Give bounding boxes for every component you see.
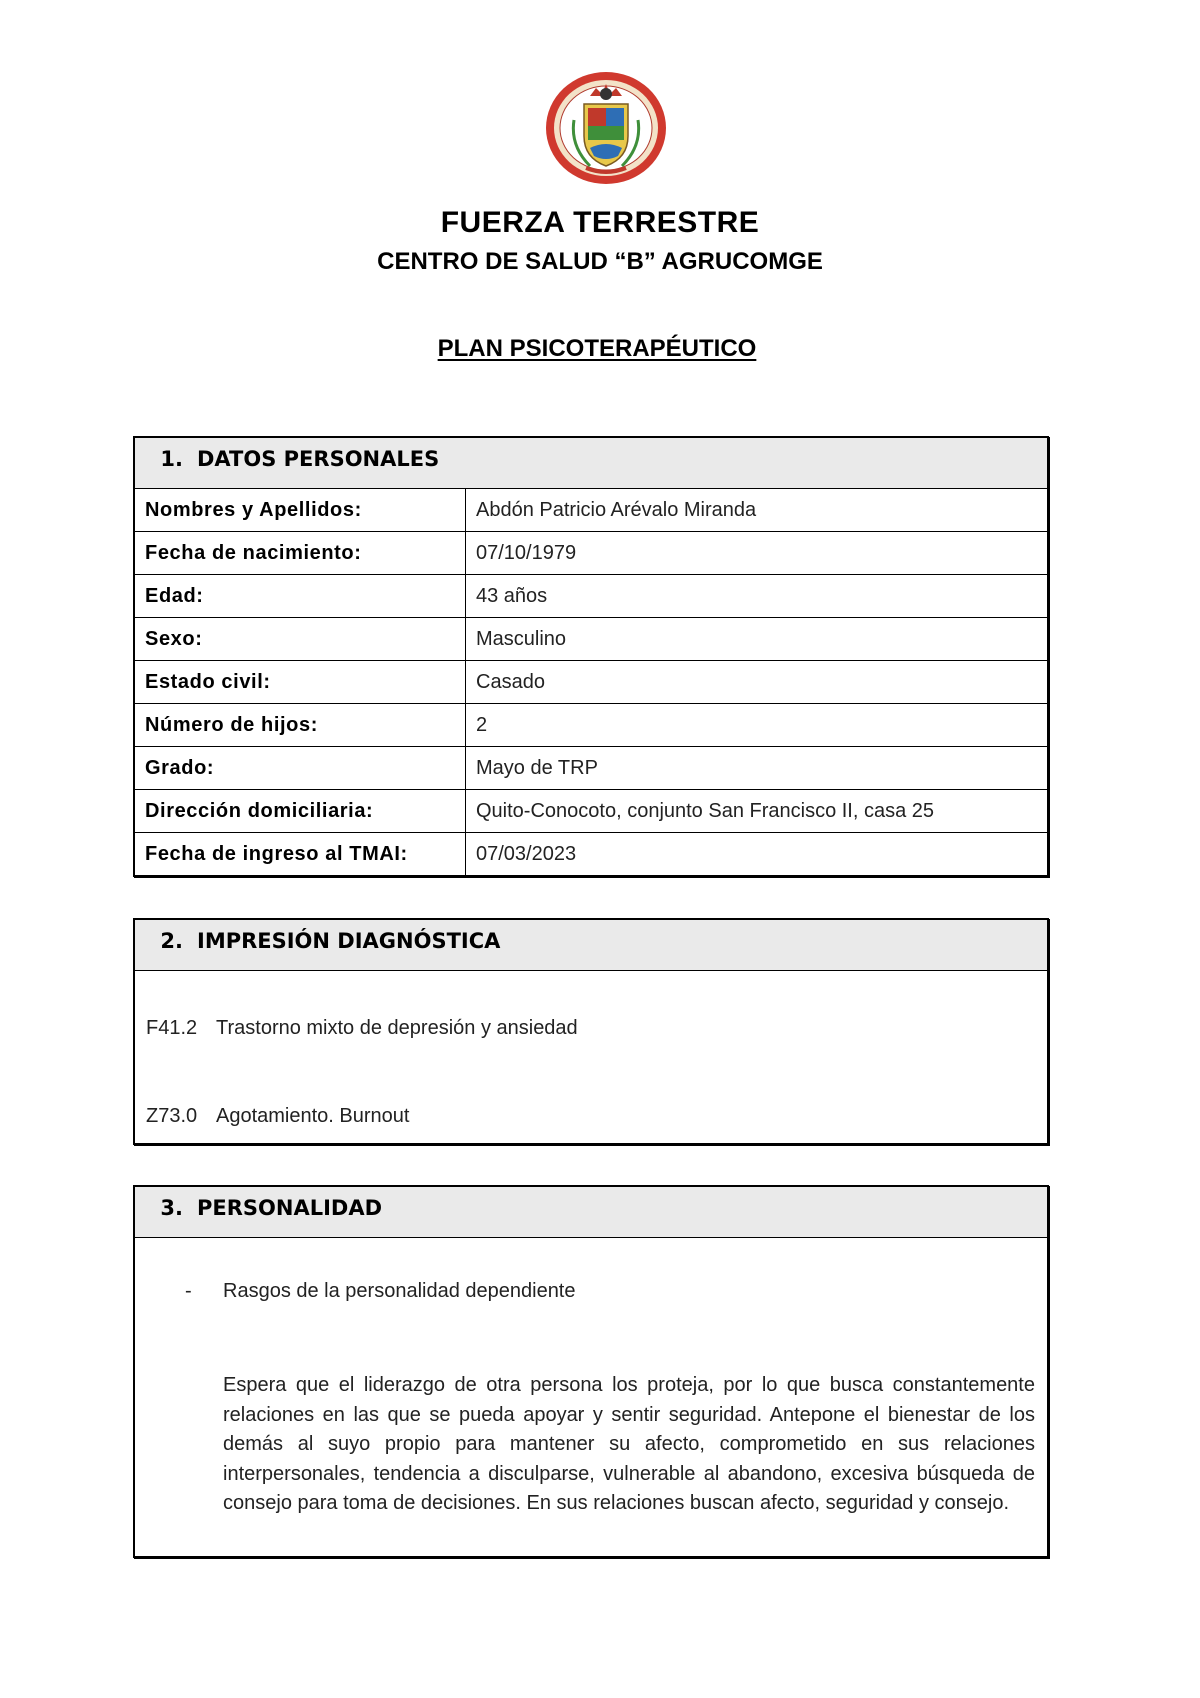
trait-item (185, 1280, 576, 1303)
trait-description: Espera que el liderazgo de otra persona los proteja, por lo que busca constantemente relaciones en las que se pueda apoyar y sentir seguridad. Antepone el bienestar de los demás al suyo propio para mantener su afecto, comprometido en sus relaciones interpersonales, tendencia a disculparse, vulnerable al abandono, excesiva búsqueda de consejo para toma de decisiones. En sus relaciones buscan afecto, seguridad y consejo. (223, 1374, 1035, 1514)
table-row (134, 489, 1048, 532)
field-label: Dirección domiciliaria: (134, 790, 466, 833)
field-value: Casado (466, 661, 1049, 704)
section-number: 1. (160, 447, 183, 471)
coat-of-arms-seal-icon (544, 70, 668, 186)
field-value: Abdón Patricio Arévalo Miranda (466, 489, 1049, 532)
field-label: Estado civil: (134, 661, 466, 704)
table-row (134, 575, 1048, 618)
field-value: Masculino (466, 618, 1049, 661)
section-header (134, 437, 1048, 489)
section-title: PERSONALIDAD (197, 1196, 383, 1220)
personal-data-table (133, 436, 1049, 877)
table-row (134, 532, 1048, 575)
personality-table (133, 1185, 1049, 1558)
field-label: Fecha de nacimiento: (134, 532, 466, 575)
section-header (134, 1186, 1048, 1238)
personality-body (134, 1238, 1048, 1558)
diagnosis-code: Z73.0 (146, 1105, 198, 1127)
table-row (134, 790, 1048, 833)
table-row (134, 747, 1048, 790)
organization-title: FUERZA TERRESTRE (440, 206, 760, 239)
trait-label: Rasgos de la personalidad dependiente (223, 1280, 576, 1302)
field-value: Quito-Conocoto, conjunto San Francisco II, casa 25 (466, 790, 1049, 833)
table-row (134, 618, 1048, 661)
table-row (134, 661, 1048, 704)
document-title (0, 335, 1200, 363)
field-label: Número de hijos: (134, 704, 466, 747)
field-value: 07/10/1979 (466, 532, 1049, 575)
field-label: Nombres y Apellidos: (134, 489, 466, 532)
unit-subtitle: CENTRO DE SALUD “B” AGRUCOMGE (377, 248, 823, 275)
field-value: 2 (466, 704, 1049, 747)
section-header (134, 919, 1048, 971)
table-row (134, 833, 1048, 877)
diagnosis-item (146, 1017, 578, 1040)
table-row (134, 704, 1048, 747)
field-value: 07/03/2023 (466, 833, 1049, 877)
section-title: IMPRESIÓN DIAGNÓSTICA (197, 929, 501, 953)
field-label: Sexo: (134, 618, 466, 661)
diagnosis-code: F41.2 (146, 1017, 198, 1039)
field-label: Grado: (134, 747, 466, 790)
diagnosis-body (134, 971, 1048, 1145)
section-number: 3. (160, 1196, 183, 1220)
field-value: 43 años (466, 575, 1049, 618)
section-title: DATOS PERSONALES (197, 447, 440, 471)
section-number: 2. (160, 929, 183, 953)
field-label: Edad: (134, 575, 466, 618)
bullet-dash: - (185, 1280, 192, 1302)
diagnosis-text: Trastorno mixto de depresión y ansiedad (216, 1017, 578, 1039)
field-value: Mayo de TRP (466, 747, 1049, 790)
document-title-text: PLAN PSICOTERAPÉUTICO (437, 335, 757, 362)
diagnosis-item (146, 1105, 409, 1128)
field-label: Fecha de ingreso al TMAI: (134, 833, 466, 877)
diagnosis-text: Agotamiento. Burnout (216, 1105, 410, 1127)
diagnosis-table (133, 918, 1049, 1145)
